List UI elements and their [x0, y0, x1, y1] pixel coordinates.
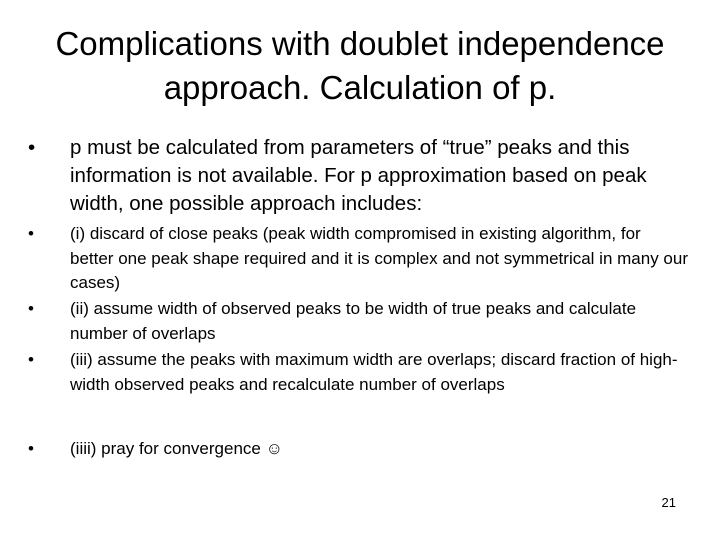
title-line-2: approach. Calculation of p. — [163, 69, 557, 106]
bullet-text: (iii) assume the peaks with maximum width are overlaps; discard fraction of high-width observed peaks and recalculate number of overlaps — [70, 350, 678, 394]
bullet-item — [28, 348, 688, 397]
bullet-item — [28, 222, 688, 296]
bullet-dot: • — [28, 224, 34, 243]
bullet-dot: • — [28, 439, 34, 458]
title-line-1: Complications with doublet independence — [55, 25, 665, 62]
bullet-text: p must be calculated from parameters of “true” peaks and this information is not available. For p approximation based on peak width, one possible approach includes: — [70, 136, 647, 215]
bullet-text: (i) discard of close peaks (peak width compromised in existing algorithm, for better one peak shape required and it is complex and not symmetrical in many our cases) — [70, 224, 688, 292]
bullet-dot: • — [28, 350, 34, 369]
page-number: 21 — [661, 495, 676, 510]
bullet-dot: • — [28, 299, 34, 318]
bullet-item — [28, 437, 688, 462]
bullet-text: (iiii) pray for convergence ☺ — [70, 439, 283, 458]
bullet-item — [28, 134, 688, 218]
bullet-item — [28, 297, 688, 346]
bullet-text: (ii) assume width of observed peaks to be width of true peaks and calculate number of overlaps — [70, 299, 637, 343]
bullet-dot: • — [28, 136, 36, 159]
